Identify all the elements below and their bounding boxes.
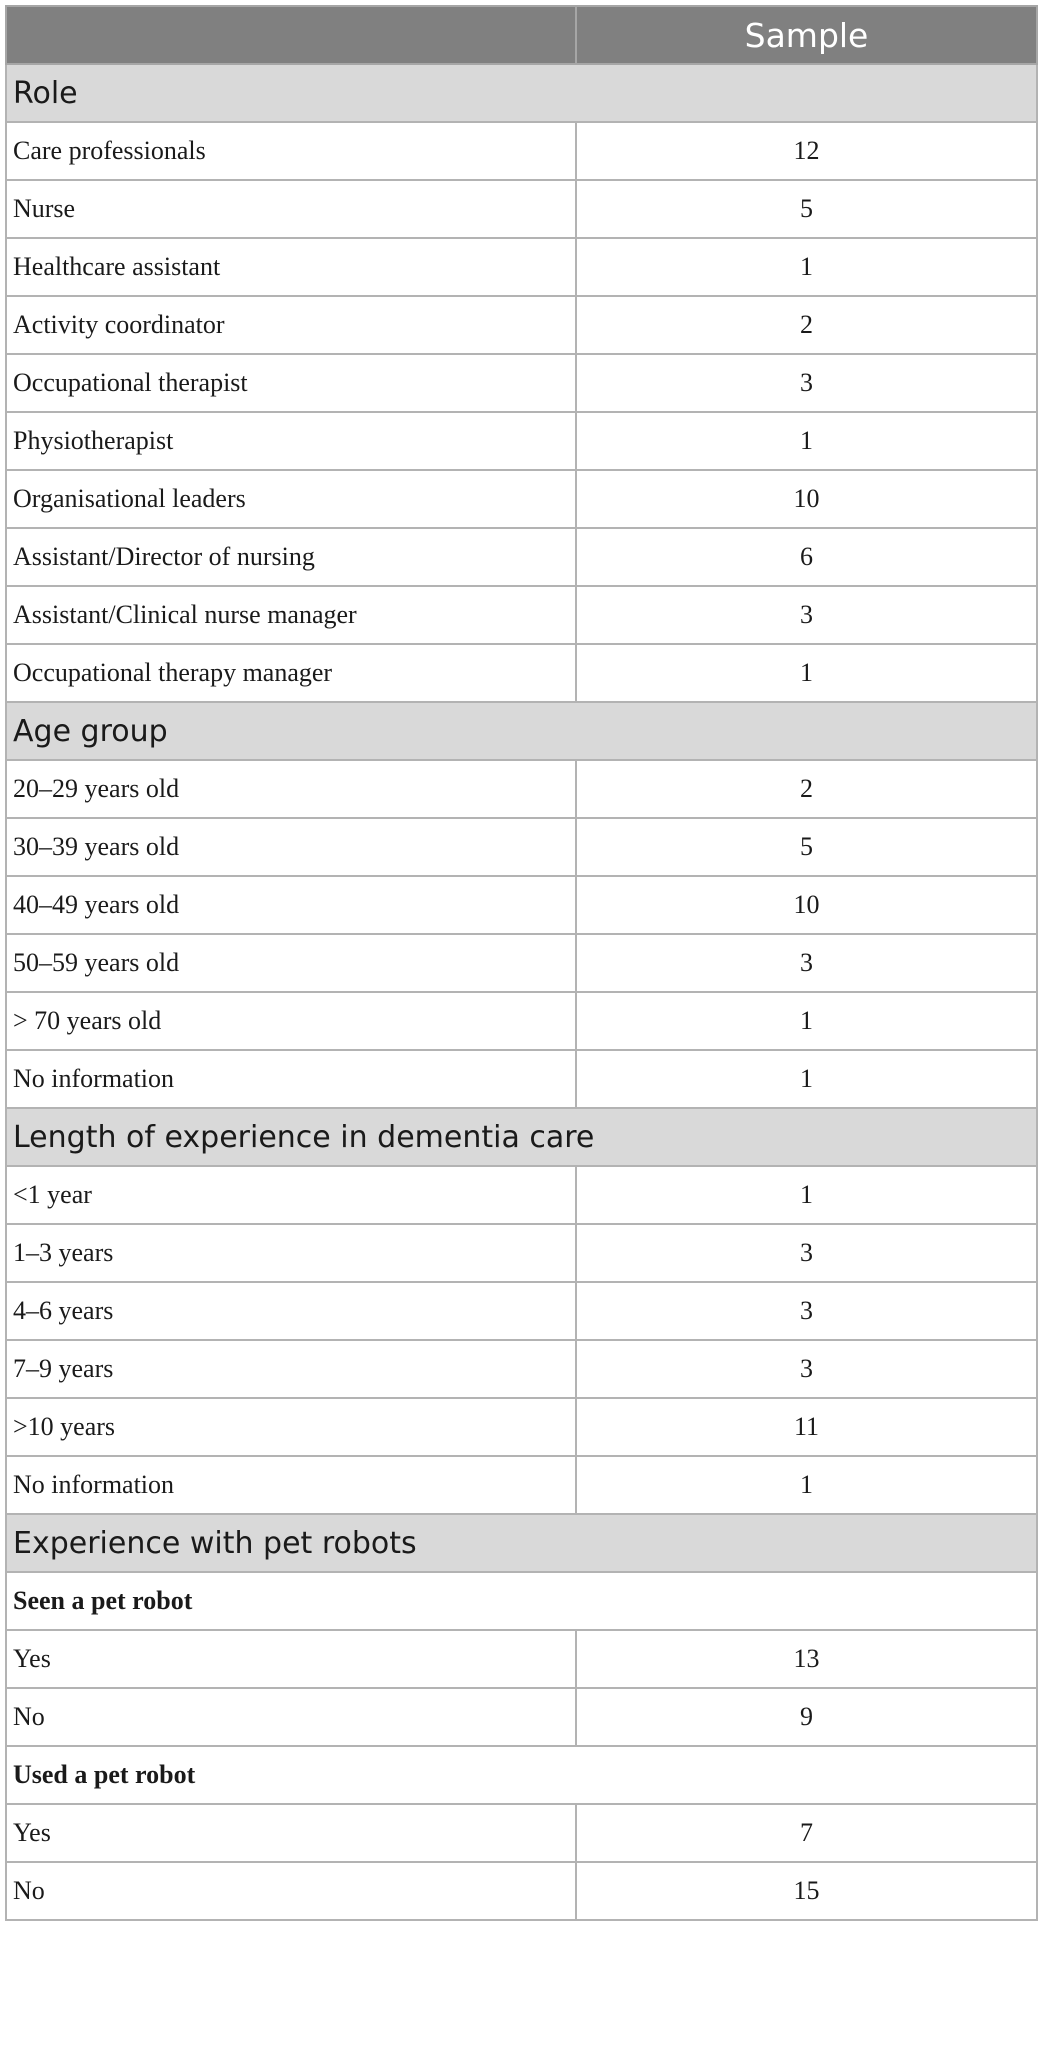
table-row bbox=[6, 992, 1037, 1050]
row-value: 3 bbox=[576, 934, 1037, 992]
table-row bbox=[6, 180, 1037, 238]
row-label: > 70 years old bbox=[6, 992, 576, 1050]
row-label: Yes bbox=[6, 1630, 576, 1688]
section-row-age-group bbox=[6, 702, 1037, 760]
header-sample-cell: Sample bbox=[576, 6, 1037, 64]
table-row bbox=[6, 644, 1037, 702]
row-label: 30–39 years old bbox=[6, 818, 576, 876]
subsection-row-seen bbox=[6, 1572, 1037, 1630]
table-row bbox=[6, 1050, 1037, 1108]
row-label: Physiotherapist bbox=[6, 412, 576, 470]
row-value: 3 bbox=[576, 1224, 1037, 1282]
row-value: 15 bbox=[576, 1862, 1037, 1920]
table-row bbox=[6, 354, 1037, 412]
table-row bbox=[6, 1630, 1037, 1688]
row-value: 12 bbox=[576, 122, 1037, 180]
row-label: 1–3 years bbox=[6, 1224, 576, 1282]
table-row bbox=[6, 934, 1037, 992]
row-label: Care professionals bbox=[6, 122, 576, 180]
row-label: Assistant/Director of nursing bbox=[6, 528, 576, 586]
row-label: Organisational leaders bbox=[6, 470, 576, 528]
table-row bbox=[6, 1224, 1037, 1282]
row-label: No bbox=[6, 1688, 576, 1746]
row-value: 13 bbox=[576, 1630, 1037, 1688]
row-value: 3 bbox=[576, 354, 1037, 412]
row-value: 1 bbox=[576, 1456, 1037, 1514]
section-title: Experience with pet robots bbox=[6, 1514, 1037, 1572]
table-row bbox=[6, 1282, 1037, 1340]
row-value: 3 bbox=[576, 586, 1037, 644]
row-value: 3 bbox=[576, 1282, 1037, 1340]
table-row bbox=[6, 296, 1037, 354]
table-row bbox=[6, 1340, 1037, 1398]
row-value: 3 bbox=[576, 1340, 1037, 1398]
row-value: 1 bbox=[576, 1166, 1037, 1224]
section-row-role bbox=[6, 64, 1037, 122]
row-label: Assistant/Clinical nurse manager bbox=[6, 586, 576, 644]
table-row bbox=[6, 586, 1037, 644]
table-row bbox=[6, 412, 1037, 470]
row-value: 6 bbox=[576, 528, 1037, 586]
row-value: 1 bbox=[576, 992, 1037, 1050]
table-row bbox=[6, 1804, 1037, 1862]
demographics-table bbox=[5, 5, 1038, 1921]
row-label: 20–29 years old bbox=[6, 760, 576, 818]
table-row bbox=[6, 470, 1037, 528]
section-row-experience-length bbox=[6, 1108, 1037, 1166]
row-label: 50–59 years old bbox=[6, 934, 576, 992]
subsection-row-used bbox=[6, 1746, 1037, 1804]
table-header-row bbox=[6, 6, 1037, 64]
table-row bbox=[6, 760, 1037, 818]
row-label: Nurse bbox=[6, 180, 576, 238]
row-value: 5 bbox=[576, 180, 1037, 238]
section-title: Role bbox=[6, 64, 1037, 122]
row-value: 1 bbox=[576, 412, 1037, 470]
row-label: 4–6 years bbox=[6, 1282, 576, 1340]
table-row bbox=[6, 122, 1037, 180]
section-row-pet-robots bbox=[6, 1514, 1037, 1572]
row-label: No information bbox=[6, 1050, 576, 1108]
row-label: >10 years bbox=[6, 1398, 576, 1456]
section-title: Age group bbox=[6, 702, 1037, 760]
row-value: 10 bbox=[576, 876, 1037, 934]
table-row bbox=[6, 876, 1037, 934]
row-label: Healthcare assistant bbox=[6, 238, 576, 296]
row-value: 7 bbox=[576, 1804, 1037, 1862]
row-label: Occupational therapy manager bbox=[6, 644, 576, 702]
row-label: 40–49 years old bbox=[6, 876, 576, 934]
row-label: <1 year bbox=[6, 1166, 576, 1224]
row-label: Occupational therapist bbox=[6, 354, 576, 412]
section-title: Length of experience in dementia care bbox=[6, 1108, 1037, 1166]
row-label: Yes bbox=[6, 1804, 576, 1862]
table-row bbox=[6, 1862, 1037, 1920]
table-row bbox=[6, 1166, 1037, 1224]
table-row bbox=[6, 238, 1037, 296]
row-value: 10 bbox=[576, 470, 1037, 528]
table-row bbox=[6, 528, 1037, 586]
row-value: 9 bbox=[576, 1688, 1037, 1746]
row-value: 2 bbox=[576, 296, 1037, 354]
table-row bbox=[6, 818, 1037, 876]
row-value: 1 bbox=[576, 644, 1037, 702]
row-label: 7–9 years bbox=[6, 1340, 576, 1398]
row-value: 2 bbox=[576, 760, 1037, 818]
row-value: 1 bbox=[576, 238, 1037, 296]
row-value: 11 bbox=[576, 1398, 1037, 1456]
row-value: 5 bbox=[576, 818, 1037, 876]
row-label: No information bbox=[6, 1456, 576, 1514]
subsection-title: Used a pet robot bbox=[6, 1746, 1037, 1804]
subsection-title: Seen a pet robot bbox=[6, 1572, 1037, 1630]
table-row bbox=[6, 1398, 1037, 1456]
row-value: 1 bbox=[576, 1050, 1037, 1108]
row-label: Activity coordinator bbox=[6, 296, 576, 354]
table-row bbox=[6, 1456, 1037, 1514]
header-label-cell bbox=[6, 6, 576, 64]
row-label: No bbox=[6, 1862, 576, 1920]
table-row bbox=[6, 1688, 1037, 1746]
